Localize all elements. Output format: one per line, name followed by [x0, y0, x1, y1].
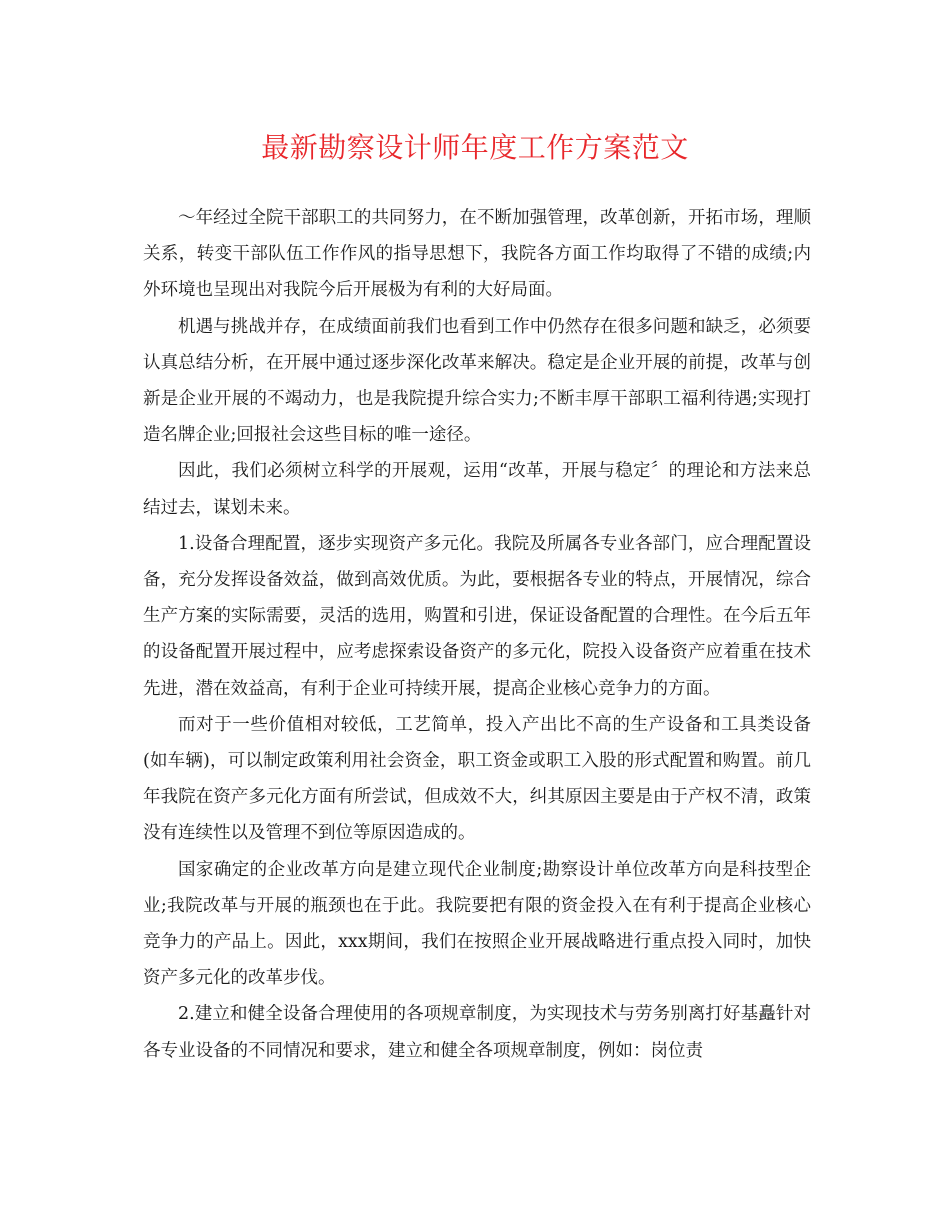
paragraph: 1.设备合理配置，逐步实现资产多元化。我院及所属各专业各部门，应合理配置设备，充分发挥设备效益，做到高效优质。为此，要根据各专业的特点，开展情况，综合生产方案的实际需要，灵活的选用，购置和引进，保证设备配置的合理性。在今后五年的设备配置开展过程中，应考虑探索设备资产的多元化，院投入设备资产应着重在技术先进，潜在效益高，有利于企业可持续开展，提高企业核心竞争力的方面。	[143, 533, 811, 699]
paragraph: 而对于一些价值相对较低，工艺简单，投入产出比不高的生产设备和工具类设备(如车辆)，可以制定政策利用社会资金，职工资金或职工入股的形式配置和购置。前几年我院在资产多元化方面有所尝试，但成效不大，纠其原因主要是由于产权不清，政策没有连续性以及管理不到位等原因造成的。	[143, 714, 811, 844]
paragraph: 机遇与挑战并存，在成绩面前我们也看到工作中仍然存在很多问题和缺乏，必须要认真总结分析，在开展中通过逐步深化改革来解决。稳定是企业开展的前提，改革与创新是企业开展的不竭动力，也是我院提升综合实力;不断丰厚干部职工福利待遇;实现打造名牌企业;回报社会这些目标的唯一途径。	[143, 316, 811, 446]
paragraph: 国家确定的企业改革方向是建立现代企业制度;勘察设计单位改革方向是科技型企业;我院改革与开展的瓶颈也在于此。我院要把有限的资金投入在有利于提高企业核心竞争力的产品上。因此，xxx期间，我们在按照企业开展战略进行重点投入同时，加快资产多元化的改革步伐。	[143, 859, 811, 989]
document-title: 最新勘察设计师年度工作方案范文	[261, 131, 689, 164]
document-body	[143, 200, 811, 1069]
paragraph: ～年经过全院干部职工的共同努力，在不断加强管理，改革创新，开拓市场，理顺关系，转变干部队伍工作作风的指导思想下，我院各方面工作均取得了不错的成绩;内外环境也呈现出对我院今后开展极为有利的大好局面。	[143, 208, 811, 301]
paragraph: 因此，我们必须树立科学的开展观，运用“改革，开展与稳定〞的理论和方法来总结过去，谋划未来。	[143, 461, 811, 518]
paragraph: 2.建立和健全设备合理使用的各项规章制度，为实现技术与劳务别离打好基矗针对各专业设备的不同情况和要求，建立和健全各项规章制度，例如：岗位责	[143, 1004, 811, 1061]
